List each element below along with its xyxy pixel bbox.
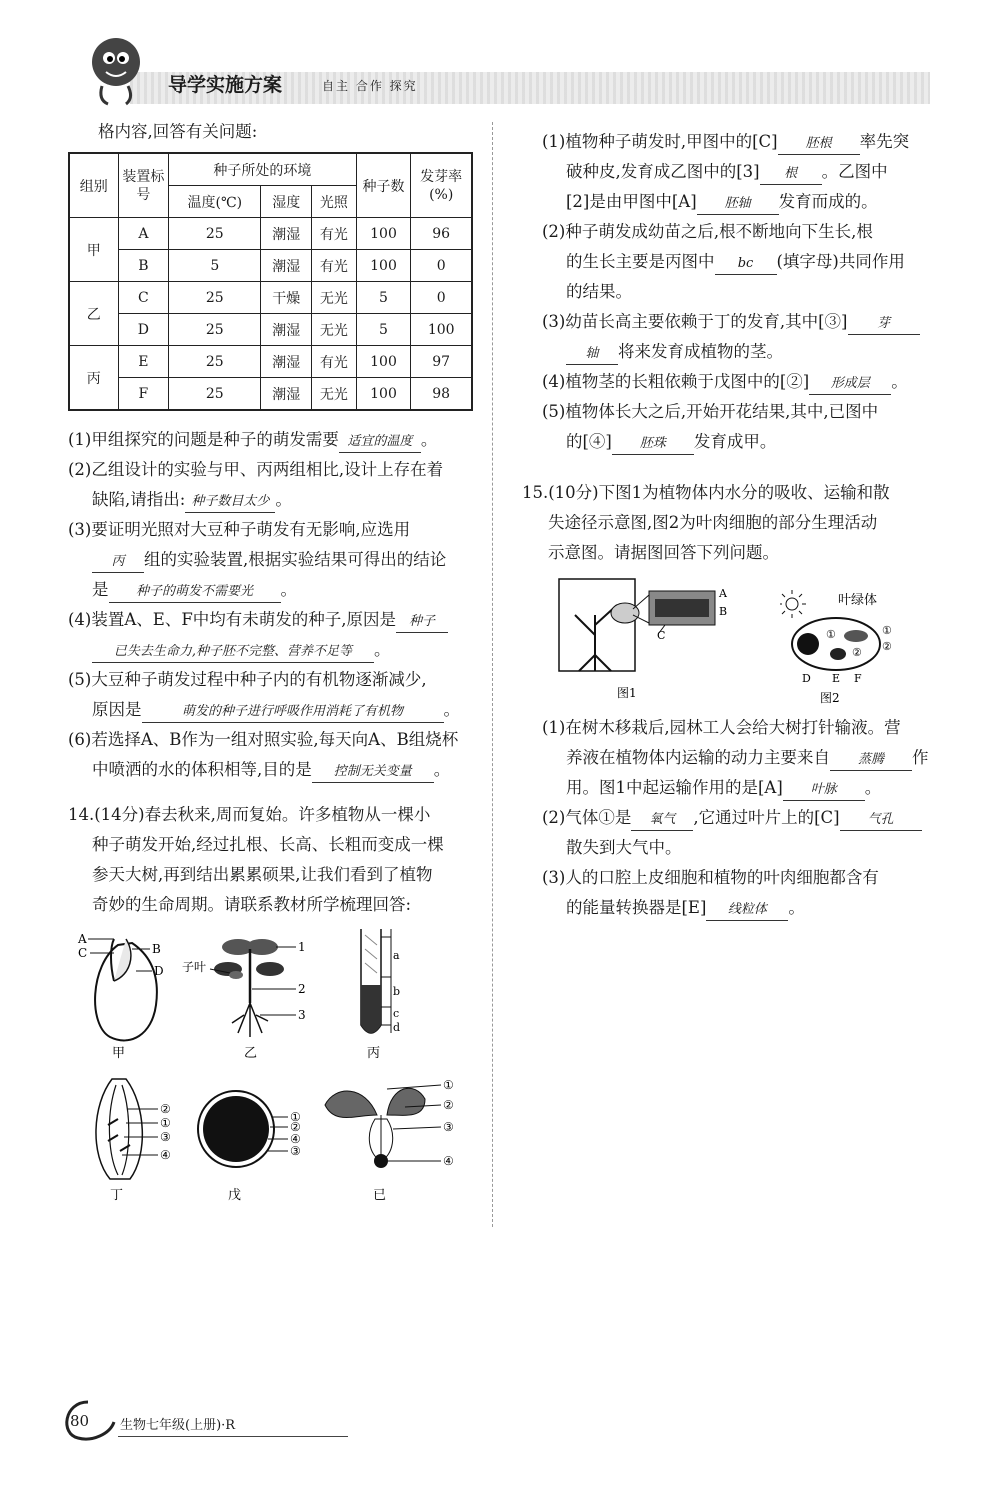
label-D: D xyxy=(154,964,164,978)
svg-text:③: ③ xyxy=(443,1120,454,1134)
answer-blank: 氧气 xyxy=(631,810,693,831)
cell-humid: 干燥 xyxy=(261,282,312,314)
cell-light: 无光 xyxy=(312,314,357,346)
cell-temp: 25 xyxy=(169,218,261,250)
cell-rate: 100 xyxy=(411,314,472,346)
cell-rate: 96 xyxy=(411,218,472,250)
cell-light: 无光 xyxy=(312,282,357,314)
svg-text:④: ④ xyxy=(160,1148,171,1162)
cell-light: 无光 xyxy=(312,378,357,411)
table-row xyxy=(69,250,472,282)
label-ziye: 子叶 xyxy=(182,960,207,974)
experiment-table xyxy=(68,152,473,411)
label-jia: 甲 xyxy=(112,1046,126,1061)
table-row xyxy=(69,378,472,411)
label-C: C xyxy=(78,946,88,960)
label-B: B xyxy=(719,605,728,618)
answer-blank: bc xyxy=(715,254,777,275)
svg-text:①: ① xyxy=(826,628,836,641)
figure-seed-jia xyxy=(70,925,180,1065)
answer-blank: 种子数目太少 xyxy=(185,492,275,513)
cell-temp: 25 xyxy=(169,282,261,314)
answer-blank: 蒸腾 xyxy=(830,750,912,771)
answer-blank: 控制无关变量 xyxy=(312,762,434,783)
figure-flower-ji xyxy=(315,1075,465,1205)
cell-count: 100 xyxy=(356,378,411,411)
cell-rate: 97 xyxy=(411,346,472,378)
svg-text:③: ③ xyxy=(160,1130,171,1144)
fig1-caption: 图1 xyxy=(617,686,637,700)
label-C: C xyxy=(657,629,666,642)
label-3: 3 xyxy=(298,1008,306,1022)
label-2: 2 xyxy=(298,982,306,996)
label-c: c xyxy=(393,1007,400,1020)
answer-blank: 已失去生命力,种子胚不完整、营养不足等 xyxy=(92,642,374,663)
cell-group: 乙 xyxy=(69,282,118,346)
label-A: A xyxy=(719,587,727,600)
figure-root-tip-bing xyxy=(345,925,425,1065)
mascot-logo xyxy=(82,30,152,110)
answer-blank: 胚根 xyxy=(778,134,860,155)
header-subtitle: 自主 合作 探究 xyxy=(322,79,418,93)
cell-temp: 25 xyxy=(169,378,261,411)
header-title: 导学实施方案 xyxy=(168,74,283,96)
cell-group: 甲 xyxy=(69,218,118,282)
answer-blank: 种子 xyxy=(396,612,448,633)
th-device: 装置标号 xyxy=(118,153,169,218)
page-number: 80 xyxy=(70,1412,90,1430)
q15-stem: 15.(10分)下图1为植物体内水分的吸收、运输和散 失途径示意图,图2为叶肉细胞的部分生理活动 示意图。请据图回答下列问题。 xyxy=(522,483,890,562)
figure-bud-ding xyxy=(78,1075,188,1205)
answer-blank: 叶脉 xyxy=(783,780,865,801)
label-a: a xyxy=(393,949,400,962)
cell-rate: 98 xyxy=(411,378,472,411)
label-yi: 乙 xyxy=(244,1046,258,1061)
chloroplast-label: 叶绿体 xyxy=(838,593,878,608)
cell-id: D xyxy=(118,314,169,346)
label-ding: 丁 xyxy=(110,1188,124,1203)
cell-count: 5 xyxy=(356,314,411,346)
answer-blank: 适宜的温度 xyxy=(339,432,421,453)
figure-seedling-yi xyxy=(180,925,320,1065)
fig2-caption: 图2 xyxy=(820,691,840,705)
table-row xyxy=(69,282,472,314)
cell-id: A xyxy=(118,218,169,250)
svg-text:F: F xyxy=(854,672,862,685)
svg-text:①: ① xyxy=(882,624,892,637)
svg-text:D: D xyxy=(802,672,811,685)
cell-temp: 25 xyxy=(169,314,261,346)
answer-blank: 胚珠 xyxy=(612,434,694,455)
cell-temp: 25 xyxy=(169,346,261,378)
label-B: B xyxy=(152,942,161,956)
footer-rule xyxy=(118,1436,348,1437)
cell-id: F xyxy=(118,378,169,411)
svg-text:①: ① xyxy=(290,1110,301,1124)
q15-subquestions: (1)在树木移栽后,园林工人会给大树打针输液。营 养液在植物体内运输的动力主要来自 蒸腾 作 用。图1中起运输作用的是[A] 叶脉 。 (2)气体①是 氧气 ,它通过叶片上的[C] 气孔 散失到大气中。 (3)人的口腔上皮细胞和植物的叶肉细胞都含有 的能量转换器是[E] 线粒体 。 xyxy=(542,713,962,923)
label-b: b xyxy=(393,985,401,998)
cell-rate: 0 xyxy=(411,282,472,314)
cell-id: E xyxy=(118,346,169,378)
cell-humid: 潮湿 xyxy=(261,218,312,250)
th-env: 种子所处的环境 xyxy=(169,153,356,186)
answer-blank: 种子的萌发不需要光 xyxy=(109,582,281,603)
th-light: 光照 xyxy=(312,186,357,218)
cell-temp: 5 xyxy=(169,250,261,282)
svg-text:E: E xyxy=(832,672,841,685)
svg-text:③: ③ xyxy=(290,1144,301,1158)
th-rate: 发芽率(%) xyxy=(411,153,472,218)
table-row xyxy=(69,314,472,346)
cell-light: 有光 xyxy=(312,218,357,250)
th-humid: 湿度 xyxy=(261,186,312,218)
svg-text:②: ② xyxy=(852,646,862,659)
answer-blank: 根 xyxy=(760,164,822,185)
cell-humid: 潮湿 xyxy=(261,378,312,411)
answer-blank: 轴 xyxy=(566,344,618,365)
label-1: 1 xyxy=(298,940,306,954)
answer-blank: 气孔 xyxy=(840,810,922,831)
th-group: 组别 xyxy=(69,153,118,218)
column-divider xyxy=(492,122,493,1227)
q14-subquestions: (1)植物种子萌发时,甲图中的[C] 胚根 率先突 破种皮,发育成乙图中的[3] 根 。乙图中 [2]是由甲图中[A] 胚轴 发育而成的。 (2)种子萌发成幼苗之后,根不断地向下生长,根 的生长主要是丙图中 bc (填字母)共同作用 的结果。 (3)幼苗长高主要依赖于丁的发育,其中[③] 芽 轴 将来发育成植物的茎。 (4)植物茎的长粗依赖于戊图中的[②] 形成层 。 (5)植物体长大之后,开始开花结果,其中,已图中 的[④] 胚珠 发育成甲。 xyxy=(542,127,962,457)
cell-rate: 0 xyxy=(411,250,472,282)
label-A: A xyxy=(78,932,87,946)
answer-blank: 形成层 xyxy=(809,374,891,395)
svg-text:②: ② xyxy=(882,640,892,653)
cell-group: 丙 xyxy=(69,346,118,411)
cell-humid: 潮湿 xyxy=(261,250,312,282)
figure-stem-section-wu xyxy=(192,1085,312,1205)
answer-blank: 胚轴 xyxy=(697,194,779,215)
cell-count: 100 xyxy=(356,346,411,378)
table-row xyxy=(69,218,472,250)
th-count: 种子数 xyxy=(356,153,411,218)
cell-light: 有光 xyxy=(312,250,357,282)
table-row xyxy=(69,346,472,378)
svg-text:④: ④ xyxy=(443,1154,454,1168)
label-wu: 戊 xyxy=(228,1188,242,1203)
answer-blank: 丙 xyxy=(92,552,144,573)
svg-text:②: ② xyxy=(443,1098,454,1112)
q14-stem: 14.(14分)春去秋来,周而复始。许多植物从一棵小 种子萌发开始,经过扎根、长高、长粗而变成一棵 参天大树,再到结出累累硕果,让我们看到了植物 奇妙的生命周期。请联系教材所学梳理回答: xyxy=(68,805,444,914)
figure-1-tree xyxy=(555,575,735,705)
svg-text:④: ④ xyxy=(290,1132,301,1146)
label-d: d xyxy=(393,1021,401,1034)
answer-blank: 线粒体 xyxy=(706,900,788,921)
answer-blank: 芽 xyxy=(848,314,920,335)
cell-humid: 潮湿 xyxy=(261,314,312,346)
cell-count: 100 xyxy=(356,250,411,282)
svg-text:①: ① xyxy=(443,1078,454,1092)
svg-text:②: ② xyxy=(160,1102,171,1116)
svg-text:②: ② xyxy=(290,1120,301,1134)
cell-count: 100 xyxy=(356,218,411,250)
cell-count: 5 xyxy=(356,282,411,314)
q13-intro: 格内容,回答有关问题: xyxy=(98,122,258,141)
label-bing: 丙 xyxy=(367,1046,381,1061)
svg-text:①: ① xyxy=(160,1116,171,1130)
th-temp: 温度(℃) xyxy=(169,186,261,218)
cell-id: C xyxy=(118,282,169,314)
label-ji: 已 xyxy=(373,1188,387,1203)
book-title: 生物七年级(上册)·R xyxy=(120,1418,236,1433)
cell-id: B xyxy=(118,250,169,282)
answer-blank: 萌发的种子进行呼吸作用消耗了有机物 xyxy=(142,702,444,723)
cell-humid: 潮湿 xyxy=(261,346,312,378)
cell-light: 有光 xyxy=(312,346,357,378)
q13-subquestions: (1)甲组探究的问题是种子的萌发需要 适宜的温度 。 (2)乙组设计的实验与甲、丙两组相比,设计上存在着 缺陷,请指出: 种子数目太少 。 (3)要证明光照对大豆种子萌发有无影响,应选用 丙 组的实验装置,根据实验结果可得出的结论 是 种子的萌发不需要光 。 (4)装置A、E、F中均有未萌发的种子,原因是 种子 已失去生命力,种子胚不完整、营养不足等 。 (5)大豆种子萌发过程中种子内的有机物逐渐减少, 原因是 萌发的种子进行呼吸作用消耗了有机物 。 (6)若选择A、B作为一组对照实验,每天向A、B组烧杯 中喷洒的水的体积相等,目的是 控制无关变量 。 xyxy=(68,425,488,785)
figure-2-leaf-cell xyxy=(780,588,910,708)
